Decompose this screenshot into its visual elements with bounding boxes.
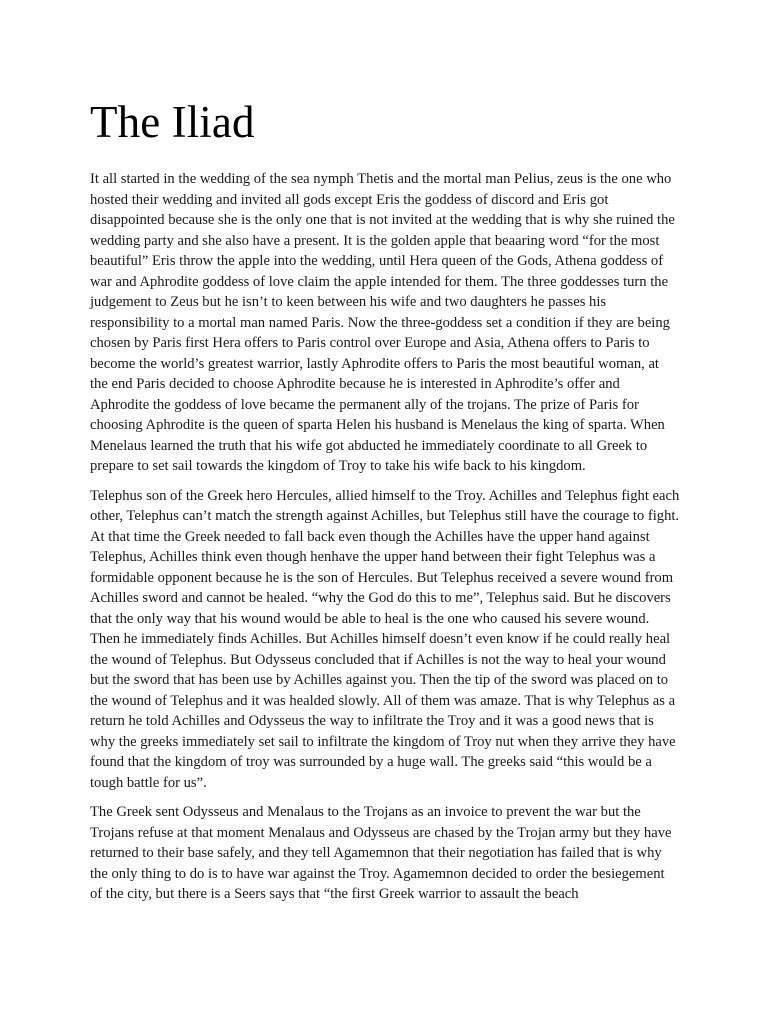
paragraph: It all started in the wedding of the sea nymph Thetis and the mortal man Pelius, zeus is the one who hosted their wedding and invited all gods except Eris the goddess of discord and Eris got disappointed because she is the only one that is not invited at the wedding that is why she ruined the wedding party and she also have a present. It is the golden apple that beaaring word “for the most beautiful” Eris throw the apple into the wedding, until Hera queen of the Gods, Athena goddess of war and Aphrodite goddess of love claim the apple intended for them. The three goddesses turn the judgement to Zeus but he isn’t to keen between his wife and two daughters he passes his responsibility to a mortal man named Paris. Now the three-goddess set a condition if they are being chosen by Paris first Hera offers to Paris control over Europe and Asia, Athena offers to Paris to become the world’s greatest warrior, lastly Aphrodite offers to Paris the most beautiful woman, at the end Paris decided to choose Aphrodite because he is interested in Aphrodite’s offer and Aphrodite the goddess of love became the permanent ally of the trojans. The prize of Paris for choosing Aphrodite is the queen of sparta Helen his husband is Menelaus the king of sparta. When Menelaus learned the truth that his wife got abducted he immediately coordinate to all Greek to prepare to set sail towards the kingdom of Troy to take his wife back to his kingdom. [90,171,675,474]
document-title: The Iliad [90,97,255,147]
paragraph: Telephus son of the Greek hero Hercules, allied himself to the Troy. Achilles and Telephus fight each other, Telephus can’t match the strength against Achilles, but Telephus still have the courage to fight. At that time the Greek needed to fall back even though the Achilles have the upper hand against Telephus, Achilles think even though henhave the upper hand between their fight Telephus was a formidable opponent because he is the son of Hercules. But Telephus received a severe wound from Achilles sword and cannot be healed. “why the God do this to me”, Telephus said. But he discovers that the only way that his wound would be able to heal is the one who caused his severe wound. Then he immediately finds Achilles. But Achilles himself doesn’t even know if he could really heal the wound of Telephus. But Odysseus concluded that if Achilles is not the way to heal your wound but the sword that has been use by Achilles against you. Then the tip of the sword was placed on to the wound of Telephus and it was healded slowly. All of them was amaze. That is why Telephus as a return he told Achilles and Odysseus the way to infiltrate the Troy and it was a good news that is why the greeks immediately set sail to infiltrate the kingdom of Troy nut when they arrive they have found that the kingdom of troy was surrounded by a huge wall. The greeks said “this would be a tough battle for us”. [90,487,680,791]
document-body [90,93,680,914]
paragraph: The Greek sent Odysseus and Menalaus to the Trojans as an invoice to prevent the war but the Trojans refuse at that moment Menalaus and Odysseus are chased by the Trojan army but they have returned to their base safely, and they tell Agamemnon that their negotiation has failed that is why the only thing to do is to have war against the Troy. Agamemnon decided to order the besiegement of the city, but there is a Seers says that “the first Greek warrior to assault the beach [90,804,672,902]
